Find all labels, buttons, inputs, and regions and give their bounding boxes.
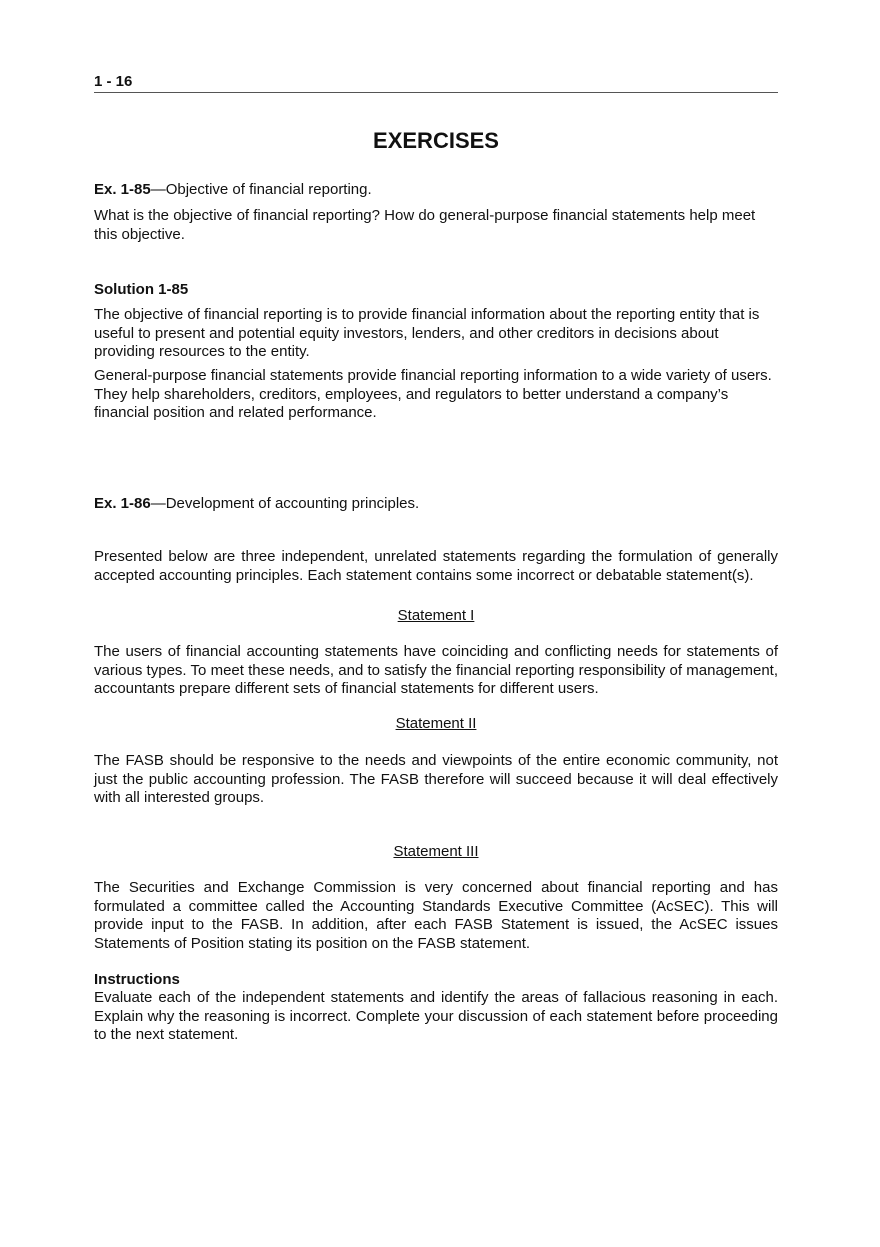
statement-2-title: Statement II xyxy=(395,715,477,732)
document-page xyxy=(94,0,778,1247)
instructions-heading: Instructions xyxy=(94,971,180,988)
exercise-1-85-question: What is the objective of financial reporting? How do general-purpose financial statements help meet this objective. xyxy=(94,207,756,243)
exercise-label: Ex. 1-86 xyxy=(94,495,151,512)
solution-paragraph-2: General-purpose financial statements provide financial reporting information to a wide variety of users. They help shareholders, creditors, employees, and regulators to better understand a company’s financial position and related performance. xyxy=(94,367,772,421)
exercise-1-85-heading xyxy=(94,181,778,200)
page-title: EXERCISES xyxy=(373,128,499,153)
exercise-title: —Objective of financial reporting. xyxy=(150,181,372,198)
exercise-label: Ex. 1-85 xyxy=(94,181,151,198)
statement-1-text: The users of financial accounting statements have coinciding and conflicting needs for statements of various types. To meet these needs, and to satisfy the financial reporting responsibility of management, accountants prepare different sets of financial statements for different users. xyxy=(94,643,778,697)
instructions-text: Evaluate each of the independent statements and identify the areas of fallacious reasoning in each. Explain why the reasoning is incorrect. Complete your discussion of each statement before proceeding to the next statement. xyxy=(94,989,778,1043)
exercise-title: —Development of accounting principles. xyxy=(150,495,420,512)
exercise-1-86-intro: Presented below are three independent, unrelated statements regarding the formulation of generally accepted accounting principles. Each statement contains some incorrect or debatable statement(s). xyxy=(94,548,778,584)
exercise-1-86-heading xyxy=(94,495,778,514)
solution-1-85-heading: Solution 1-85 xyxy=(94,281,189,298)
statement-1-title: Statement I xyxy=(397,607,475,624)
header-rule xyxy=(94,92,778,93)
statement-2-text: The FASB should be responsive to the needs and viewpoints of the entire economic community, not just the public accounting profession. The FASB therefore will succeed because it will deal effectively with all interested groups. xyxy=(94,752,778,806)
solution-paragraph-1: The objective of financial reporting is to provide financial information about the reporting entity that is useful to present and potential equity investors, lenders, and other creditors in decisions about providing resources to the entity. xyxy=(94,306,760,360)
statement-3-text: The Securities and Exchange Commission is very concerned about financial reporting and has formulated a committee called the Accounting Standards Executive Committee (AcSEC). This will provide input to the FASB. In addition, after each FASB Statement is issued, the AcSEC issues Statements of Position stating its position on the FASB statement. xyxy=(94,879,778,952)
page-number: 1 - 16 xyxy=(94,73,133,90)
statement-3-title: Statement III xyxy=(393,843,479,860)
